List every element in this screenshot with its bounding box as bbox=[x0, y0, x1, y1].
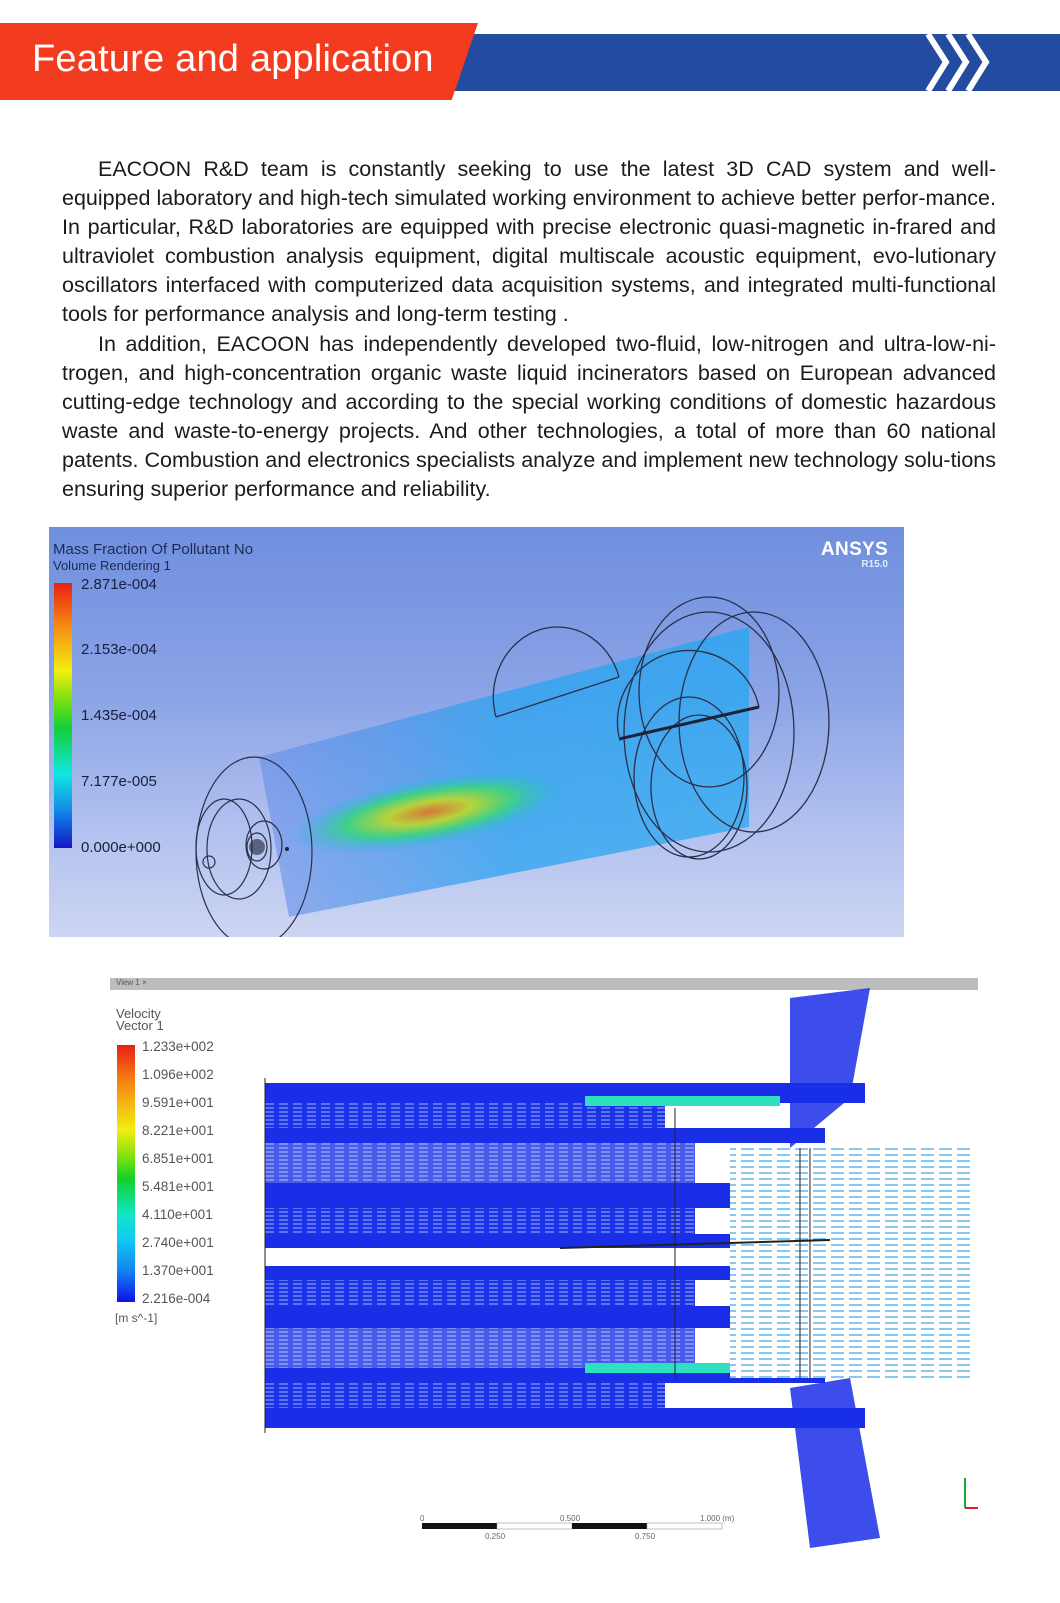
scale-tick: 2.216e-004 bbox=[142, 1291, 211, 1306]
legend-title-velocity: Velocity bbox=[116, 1006, 161, 1021]
viewer-tab-label: View 1 × bbox=[116, 978, 147, 987]
color-scale-bar bbox=[54, 583, 72, 848]
scale-tick: 0.000e+000 bbox=[81, 839, 161, 856]
scale-tick: 1.435e-004 bbox=[81, 707, 157, 724]
triple-chevron-right-icon bbox=[920, 34, 1025, 91]
section-title: Feature and application bbox=[32, 38, 434, 80]
paragraph-incinerators: In addition, EACOON has independently developed two-fluid, low-nitrogen and ultra-low-ni-trogen, and high-concentration organic waste liquid incinerators based on European advanced cutting-edge technology and according to the special working conditions of domestic hazardous waste and waste-to-energy projects. And other technologies, a total of more than 60 national patents. Combustion and electronics specialists analyze and implement new technology solu-tions ensuring superior performance and reliability. bbox=[62, 331, 996, 502]
scale-bar-label: 0 bbox=[420, 1514, 425, 1523]
scale-bar-label: 1.000 (m) bbox=[700, 1514, 735, 1523]
brand-name: ANSYS bbox=[821, 539, 888, 560]
scale-tick: 7.177e-005 bbox=[81, 773, 157, 790]
scale-tick: 6.851e+001 bbox=[142, 1151, 214, 1166]
scale-bar-label: 0.500 bbox=[560, 1514, 581, 1523]
paragraph-rd-team: EACOON R&D team is constantly seeking to use the latest 3D CAD system and well-equipped laboratory and high-tech simulated working environment to achieve better perfor-mance. In particular, R&D laboratories are equipped with precise electronic quasi-magnetic in-frared and ultraviolet combustion analysis equipment, digital multiscale acoustic equipment, evo-lutionary oscillators interfaced with computerized data acquisition systems, and integrated multi-functional tools for performance analysis and long-term testing . bbox=[62, 157, 996, 327]
scale-tick: 8.221e+001 bbox=[142, 1123, 214, 1138]
legend-title: Mass Fraction Of Pollutant No bbox=[53, 541, 254, 558]
velocity-vector-field bbox=[110, 978, 978, 1558]
scale-tick: 2.871e-004 bbox=[81, 576, 157, 593]
figure-velocity-vector-simulation bbox=[110, 978, 978, 1558]
scale-tick: 9.591e+001 bbox=[142, 1095, 214, 1110]
legend-subtitle: Volume Rendering 1 bbox=[53, 558, 171, 573]
scale-tick: 2.740e+001 bbox=[142, 1235, 214, 1250]
scale-bar-label: 0.250 bbox=[485, 1532, 506, 1541]
color-scale-bar bbox=[117, 1045, 135, 1302]
brand-version: R15.0 bbox=[861, 559, 888, 570]
scale-tick: 1.233e+002 bbox=[142, 1039, 214, 1054]
figure-no-mass-fraction-simulation bbox=[49, 527, 904, 937]
scale-tick: 4.110e+001 bbox=[142, 1207, 213, 1222]
burner-volume-render bbox=[49, 527, 904, 937]
scale-tick: 2.153e-004 bbox=[81, 641, 157, 658]
scale-bar-label: 0.750 bbox=[635, 1532, 656, 1541]
scale-tick: 1.370e+001 bbox=[142, 1263, 214, 1278]
section-header-banner bbox=[0, 0, 1060, 110]
legend-subtitle: Vector 1 bbox=[116, 1018, 164, 1033]
units-label: [m s^-1] bbox=[115, 1311, 158, 1325]
legend-title bbox=[116, 1008, 164, 1032]
scale-tick: 1.096e+002 bbox=[142, 1067, 214, 1082]
article-body bbox=[62, 155, 996, 504]
ansys-logo bbox=[821, 539, 888, 570]
scale-tick: 5.481e+001 bbox=[142, 1179, 214, 1194]
